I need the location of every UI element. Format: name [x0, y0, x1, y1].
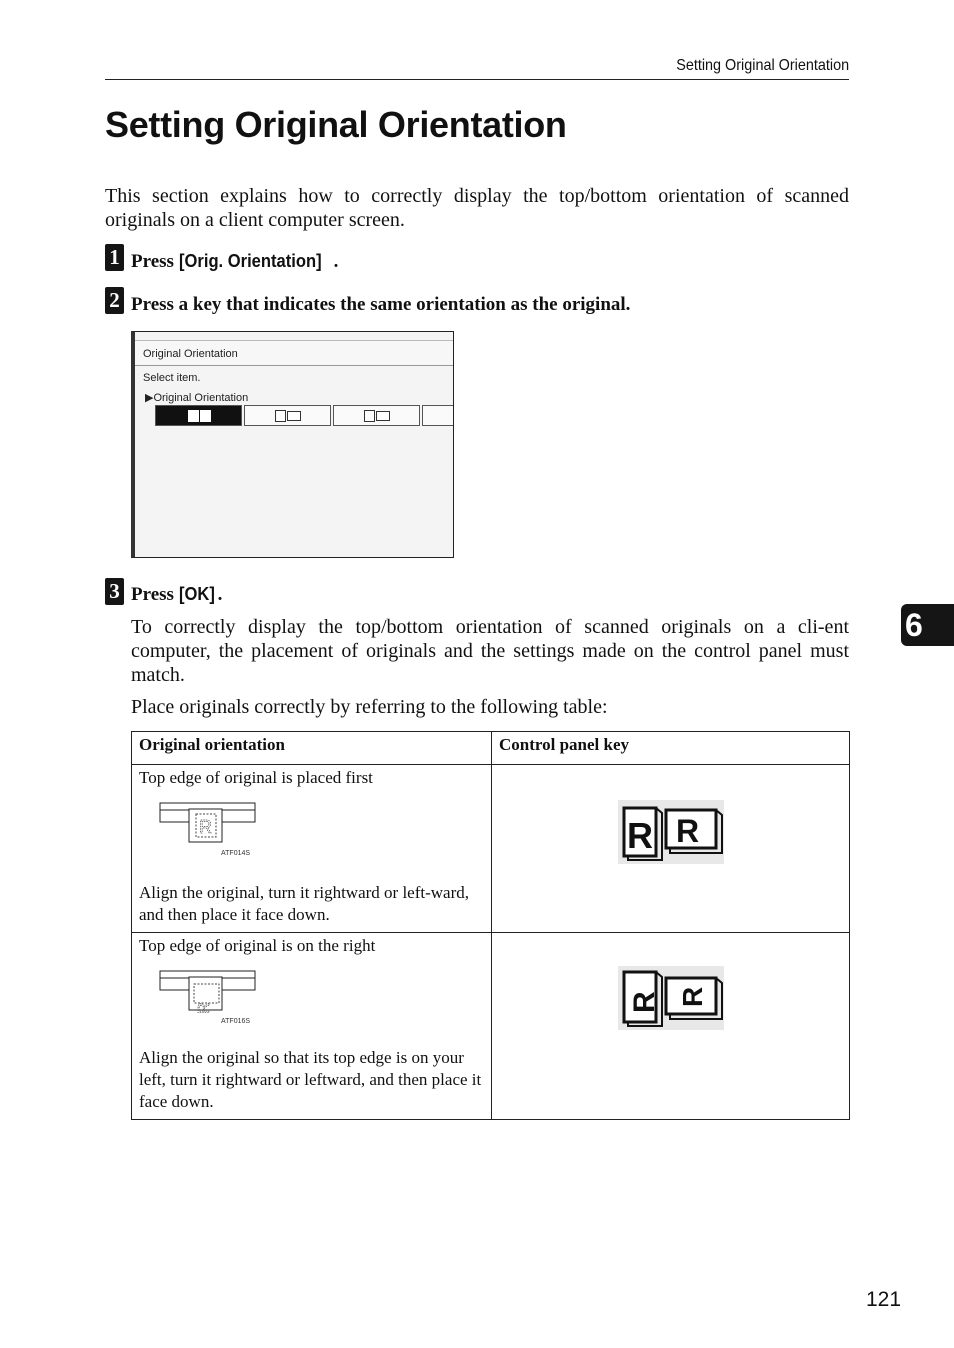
svg-text:R: R — [627, 991, 661, 1013]
orientation-table — [131, 731, 850, 1120]
step-3-number: 3 — [105, 578, 124, 605]
table-row — [132, 933, 850, 1120]
svg-text:R: R — [199, 817, 212, 837]
step-2-text: Press a key that indicates the same orientation as the original. — [131, 294, 631, 315]
placement-illustration — [139, 789, 339, 869]
scanner-placement-drawing — [159, 970, 269, 1020]
orientation-key-top-left[interactable] — [333, 405, 420, 426]
placement-illustration — [139, 957, 339, 1037]
running-header — [105, 57, 849, 80]
r-doc-icon — [200, 410, 211, 422]
original-orientation-cell — [132, 933, 492, 1120]
svg-text:R: R — [626, 815, 653, 856]
rotated-doc-icon — [275, 410, 286, 422]
rotated-doc-icon — [364, 410, 375, 422]
control-panel-key-cell — [492, 933, 850, 1120]
key-image-wrap — [499, 933, 842, 1063]
control-panel-screen — [131, 331, 454, 558]
screen-group-label: ▶Original Orientation — [145, 392, 249, 404]
step-3-text — [131, 584, 222, 606]
step-1-prefix: Press — [131, 251, 179, 272]
step-3-prefix: Press — [131, 584, 179, 605]
top-first-key-icon — [618, 800, 724, 864]
orig-orientation-key-label: [Orig. Orientation] — [178, 251, 322, 271]
row-heading: Top edge of original is placed first — [139, 768, 373, 787]
table-header-row — [132, 732, 850, 765]
table-intro: Place originals correctly by referring to the following table: — [131, 696, 608, 718]
row-instruction: Align the original, turn it rightward or left-ward, and then place it face down. — [139, 883, 469, 924]
original-orientation-cell — [132, 765, 492, 933]
chapter-tab: 6 — [901, 604, 954, 646]
svg-text:R: R — [196, 1002, 213, 1014]
page-title: Setting Original Orientation — [105, 104, 567, 145]
running-header-title: Setting Original Orientation — [676, 57, 849, 74]
step-2-number: 2 — [105, 287, 124, 314]
intro-paragraph: This section explains how to correctly display the top/bottom orientation of scanned originals on a client computer screen. — [105, 185, 849, 231]
screen-title: Original Orientation — [135, 340, 453, 366]
top-right-key-icon — [618, 966, 724, 1030]
scanner-placement-drawing — [159, 802, 269, 852]
row-heading: Top edge of original is on the right — [139, 936, 376, 955]
ok-key-label: [OK] — [178, 584, 215, 604]
rotated-doc-icon — [287, 411, 301, 421]
control-panel-key-cell — [492, 765, 850, 933]
orientation-key-more[interactable] — [422, 405, 454, 426]
r-doc-icon — [188, 410, 199, 422]
svg-text:R: R — [675, 813, 699, 849]
step-1-text — [131, 251, 338, 273]
orientation-key-top-right[interactable] — [244, 405, 331, 426]
step-1-number: 1 — [105, 244, 124, 271]
figure-label: ATF016S — [221, 1018, 251, 1025]
header-control-panel-key: Control panel key — [492, 732, 850, 765]
orientation-key-top-first[interactable] — [155, 405, 242, 426]
screen-prompt: Select item. — [143, 372, 201, 384]
key-image-wrap — [499, 765, 842, 899]
svg-text:R: R — [676, 986, 708, 1007]
step-1-suffix: . — [333, 251, 339, 272]
rotated-doc-icon — [376, 411, 390, 421]
row-instruction: Align the original so that its top edge is on your left, turn it rightward or leftward, and then place it face down. — [139, 1048, 482, 1111]
header-original-orientation: Original orientation — [132, 732, 492, 765]
step-3-paragraph: To correctly display the top/bottom orientation of scanned originals on a cli-ent computer, the placement of originals and the settings made on the control panel must match. — [131, 616, 849, 686]
table-row — [132, 765, 850, 933]
page-number: 121 — [866, 1288, 902, 1311]
figure-label: ATF014S — [221, 850, 251, 857]
step-3-suffix: . — [217, 584, 223, 605]
